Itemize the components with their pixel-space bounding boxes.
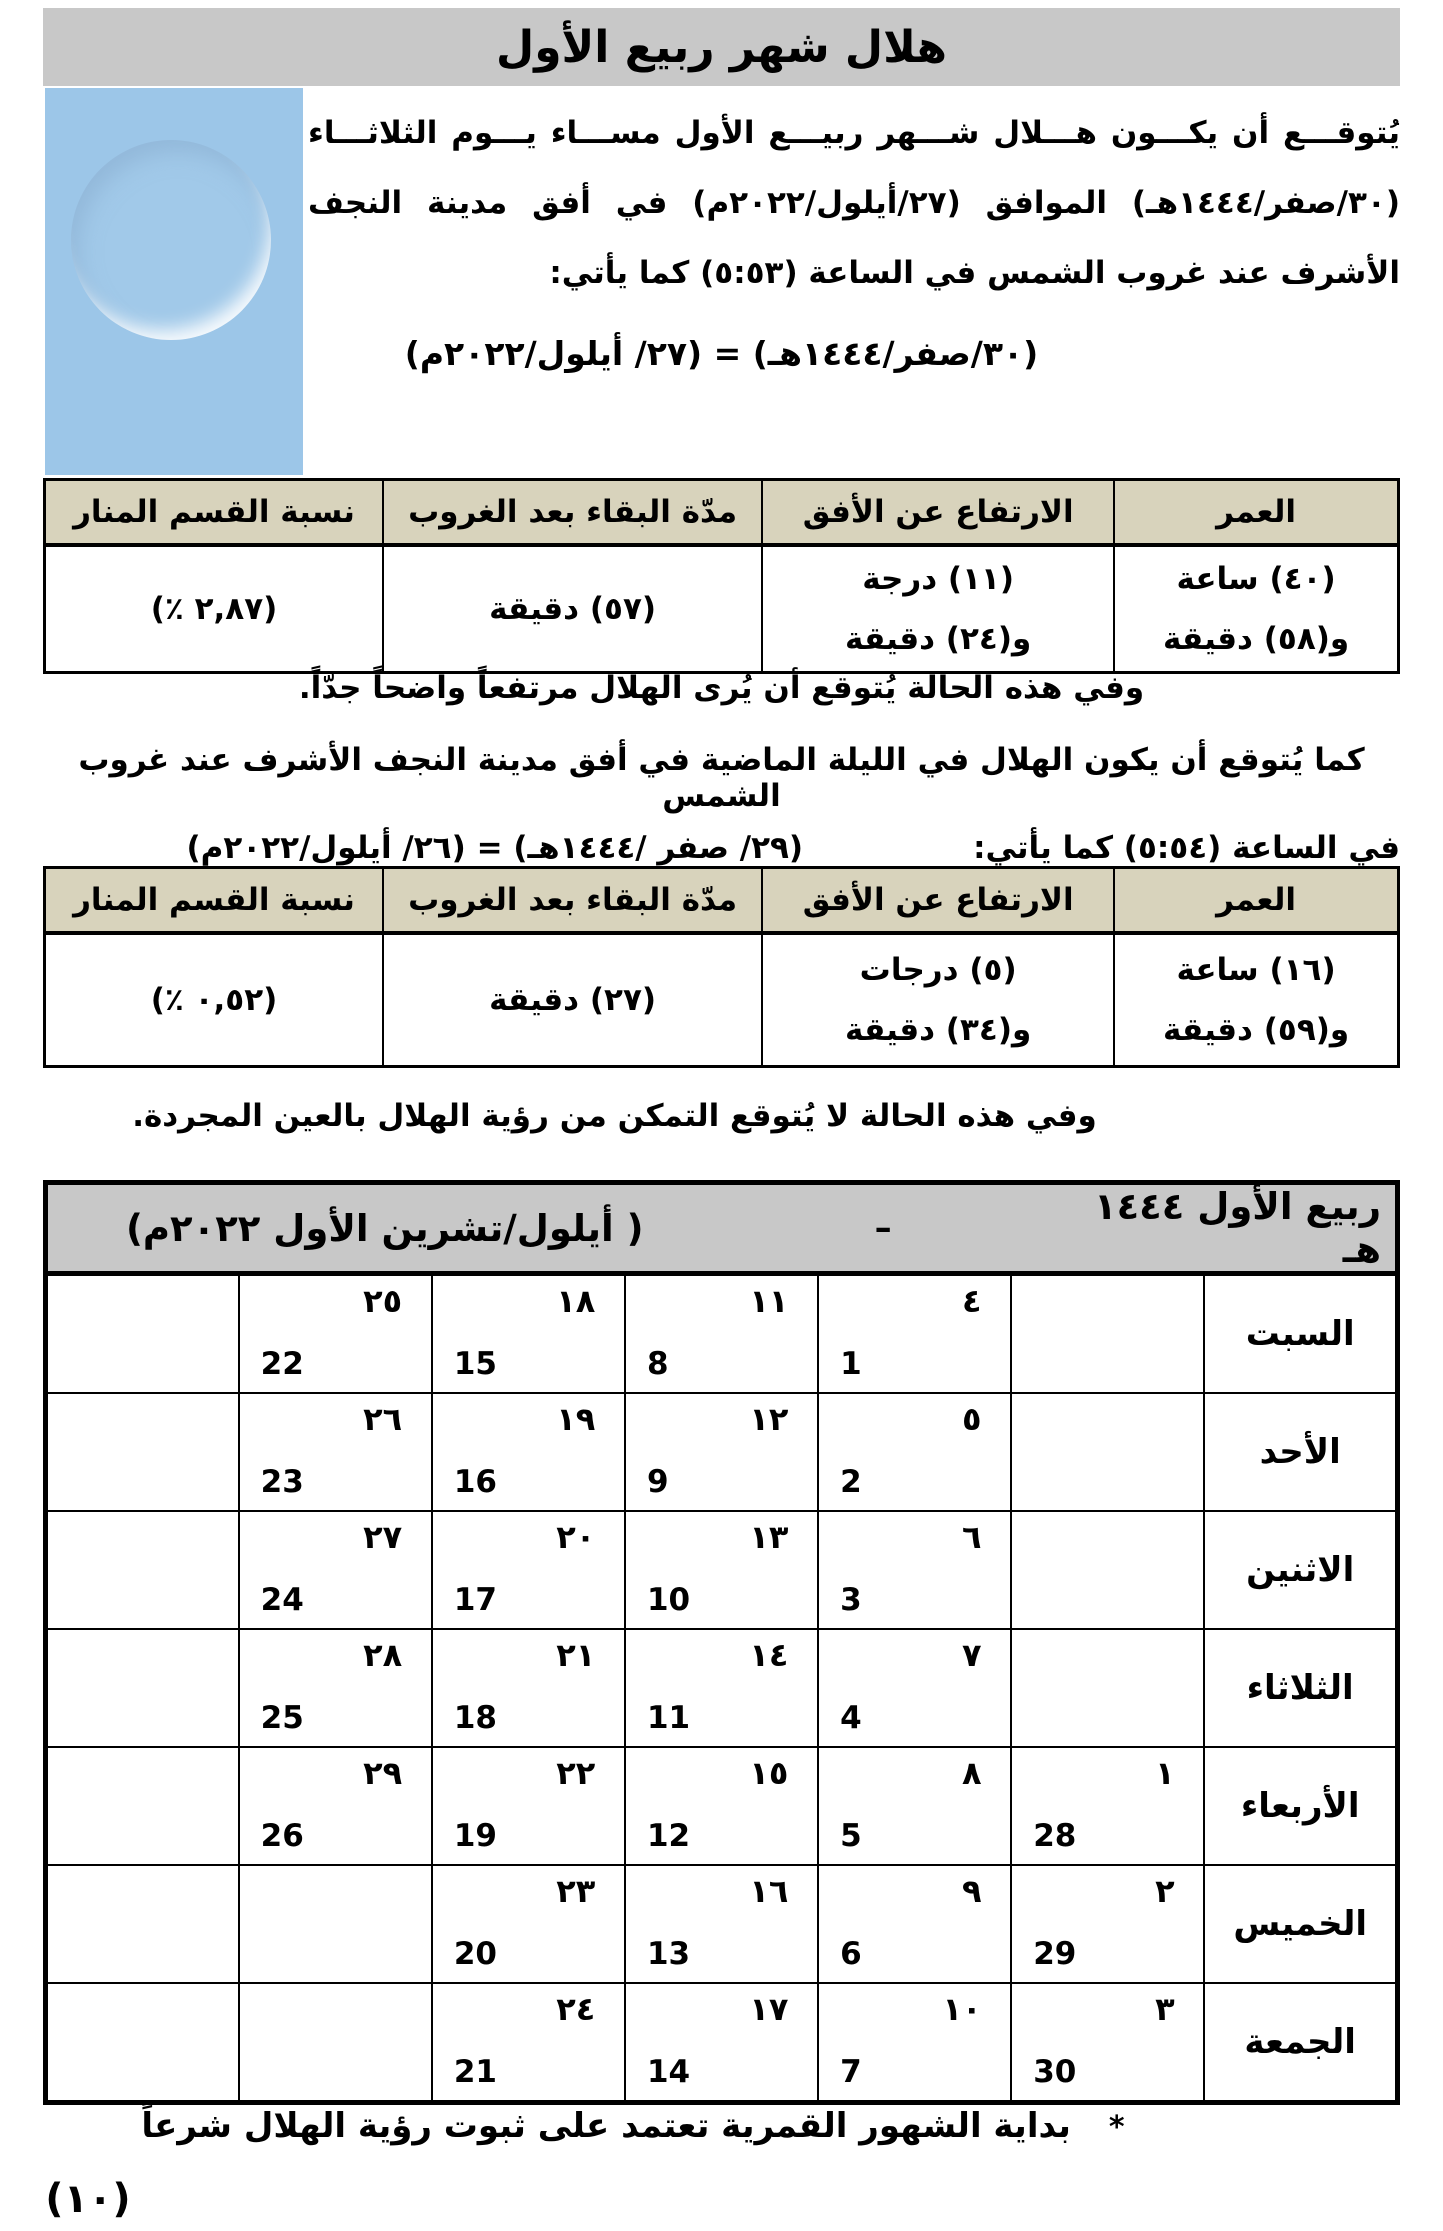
calendar-cell xyxy=(1011,1747,1204,1865)
age-hours: (١٦) ساعة xyxy=(1176,952,1336,988)
month-calendar xyxy=(43,1180,1400,2105)
calendar-cell xyxy=(239,1629,432,1747)
calendar-cell xyxy=(625,1865,818,1983)
hijri-date: ٢٠ xyxy=(556,1518,596,1556)
hijri-date: ٢٥ xyxy=(363,1282,403,1320)
altitude-value xyxy=(762,545,1114,673)
gregorian-date: 29 xyxy=(1033,1936,1077,1972)
hijri-date: ٢٣ xyxy=(556,1872,596,1910)
calendar-cell xyxy=(432,1865,625,1983)
day-name: السبت xyxy=(1204,1274,1397,1394)
calendar-cell xyxy=(239,1747,432,1865)
calendar-cell xyxy=(818,1274,1011,1394)
gregorian-date xyxy=(1012,1464,1203,1502)
gregorian-date: 10 xyxy=(646,1582,691,1618)
calendar-cell xyxy=(625,1747,818,1865)
hijri-date xyxy=(48,1282,238,1322)
gregorian-date xyxy=(48,1700,238,1738)
calendar-cell xyxy=(432,1274,625,1394)
header-duration: مدّة البقاء بعد الغروب xyxy=(383,480,762,546)
calendar-cell xyxy=(239,1865,432,1983)
hijri-date: ٥ xyxy=(962,1400,982,1438)
hijri-date xyxy=(48,1872,238,1912)
previous-night-line-2 xyxy=(43,830,1400,866)
hijri-date xyxy=(48,1990,238,2030)
calendar-cell xyxy=(432,1511,625,1629)
footnote xyxy=(83,2106,1183,2146)
calendar-cell xyxy=(818,1865,1011,1983)
observation-table-row xyxy=(45,933,1399,1067)
page-title-text: هلال شهر ربيع الأول xyxy=(496,21,947,73)
calendar-cell xyxy=(818,1629,1011,1747)
calendar-cell xyxy=(432,1393,625,1511)
gregorian-date: 23 xyxy=(260,1464,304,1500)
hijri-date: ١٨ xyxy=(556,1282,596,1320)
crescent-moon-disc-icon xyxy=(71,140,271,340)
intro-line-1: يُتوقـــع أن يكـــون هـــلال شـــهر ربيـــع الأول مســـاء يـــوم الثلاثـــاء xyxy=(308,115,1400,151)
hijri-date: ٤ xyxy=(962,1282,982,1320)
gregorian-date: 4 xyxy=(840,1700,862,1736)
gregorian-date xyxy=(48,1582,238,1620)
gregorian-date: 3 xyxy=(840,1582,862,1618)
hijri-date: ١٣ xyxy=(749,1518,789,1556)
calendar-title-hijri: ربيع الأول ١٤٤٤ هـ xyxy=(1093,1185,1381,1271)
calendar-cell xyxy=(432,1747,625,1865)
calendar-cell xyxy=(46,1747,239,1865)
gregorian-date: 11 xyxy=(646,1700,691,1736)
age-minutes: و(٥٩) دقيقة xyxy=(1162,1012,1350,1048)
hijri-date: ١٦ xyxy=(749,1872,789,1910)
header-illumination: نسبة القسم المنار xyxy=(45,868,384,934)
day-name: الأربعاء xyxy=(1204,1747,1397,1865)
calendar-cell xyxy=(625,1393,818,1511)
hijri-date xyxy=(48,1754,238,1794)
calendar-cell xyxy=(46,1629,239,1747)
gregorian-date xyxy=(1012,1700,1203,1738)
hijri-date: ١٤ xyxy=(749,1636,789,1674)
calendar-title-gregorian: ( أيلول/تشرين الأول ٢٠٢٢م) xyxy=(126,1206,644,1250)
hijri-date: ١١ xyxy=(749,1282,789,1320)
note-visibility-tonight: وفي هذه الحالة يُتوقع أن يُرى الهلال مرتفعاً واضحاً جدّاً. xyxy=(298,670,1145,706)
illumination-value: (٠,٥٢ ٪) xyxy=(45,933,384,1067)
calendar-header-row xyxy=(46,1183,1398,1274)
gregorian-date: 12 xyxy=(646,1818,691,1854)
calendar-row-wednesday xyxy=(46,1747,1398,1865)
gregorian-date xyxy=(48,1346,238,1384)
observation-table-row xyxy=(45,545,1399,673)
hijri-date: ٣ xyxy=(1155,1990,1175,2028)
calendar-cell xyxy=(625,1629,818,1747)
calendar-row-tuesday xyxy=(46,1629,1398,1747)
previous-night-time: في الساعة (٥:٥٤) كما يأتي: xyxy=(973,830,1400,866)
gregorian-date xyxy=(48,1936,238,1974)
hijri-date: ١٥ xyxy=(749,1754,789,1792)
calendar-cell xyxy=(239,1274,432,1394)
hijri-date xyxy=(1012,1400,1203,1440)
hijri-date xyxy=(1012,1636,1203,1676)
calendar-cell xyxy=(1011,1511,1204,1629)
altitude-value xyxy=(762,933,1114,1067)
calendar-cell xyxy=(625,1511,818,1629)
footnote-asterisk: * xyxy=(1108,2110,1125,2145)
calendar-cell xyxy=(1011,1629,1204,1747)
calendar-cell xyxy=(46,1393,239,1511)
header-altitude: الارتفاع عن الأفق xyxy=(762,868,1114,934)
date-equation-previous-night: (٢٩/ صفر /١٤٤٤هـ) = (٢٦/ أيلول/٢٠٢٢م) xyxy=(186,830,804,866)
gregorian-date: 5 xyxy=(840,1818,862,1854)
gregorian-date: 19 xyxy=(453,1818,497,1854)
gregorian-date: 17 xyxy=(453,1582,497,1618)
hijri-date: ٧ xyxy=(962,1636,982,1674)
calendar-header xyxy=(46,1183,1398,1274)
calendar-row-sunday xyxy=(46,1393,1398,1511)
calendar-cell xyxy=(1011,1274,1204,1394)
day-name: الاثنين xyxy=(1204,1511,1397,1629)
calendar-row-thursday xyxy=(46,1865,1398,1983)
footnote-text: بداية الشهور القمرية تعتمد على ثبوت رؤية الهلال شرعاً xyxy=(141,2106,1071,2146)
page-number: (١٠) xyxy=(45,2176,131,2222)
hijri-date: ٦ xyxy=(962,1518,982,1556)
gregorian-date: 24 xyxy=(260,1582,304,1618)
hijri-date: ١٧ xyxy=(749,1990,789,2028)
calendar-cell xyxy=(46,1865,239,1983)
hijri-date: ٢ xyxy=(1155,1872,1175,1910)
gregorian-date: 22 xyxy=(260,1346,304,1382)
calendar-cell xyxy=(432,1629,625,1747)
calendar-cell xyxy=(625,1274,818,1394)
hijri-date xyxy=(48,1636,238,1676)
hijri-date: ٢١ xyxy=(556,1636,596,1674)
day-name: الجمعة xyxy=(1204,1983,1397,2103)
gregorian-date: 26 xyxy=(260,1818,304,1854)
header-age: العمر xyxy=(1114,480,1398,546)
calendar-row-friday xyxy=(46,1983,1398,2103)
intro-line-2: (٣٠/صفر/١٤٤٤هـ) الموافق (٢٧/أيلول/٢٠٢٢م) في أفق مدينة النجف xyxy=(308,185,1400,221)
intro-line-3: الأشرف عند غروب الشمس في الساعة (٥:٥٣) كما يأتي: xyxy=(549,255,1400,291)
gregorian-date: 18 xyxy=(453,1700,497,1736)
hijri-date: ١ xyxy=(1155,1754,1175,1792)
calendar-cell xyxy=(818,1393,1011,1511)
duration-value: (٥٧) دقيقة xyxy=(383,545,762,673)
hijri-date: ١٩ xyxy=(556,1400,596,1438)
hijri-date: ٢٦ xyxy=(363,1400,403,1438)
calendar-cell xyxy=(1011,1865,1204,1983)
page-title xyxy=(43,8,1400,86)
gregorian-date xyxy=(240,1936,431,1974)
previous-night-paragraph xyxy=(43,742,1400,866)
hijri-date: ٢٨ xyxy=(363,1636,403,1674)
gregorian-date: 25 xyxy=(260,1700,304,1736)
date-equation-tonight: (٣٠/صفر/١٤٤٤هـ) = (٢٧/ أيلول/٢٠٢٢م) xyxy=(404,334,1039,373)
calendar-cell xyxy=(818,1747,1011,1865)
calendar-row-saturday xyxy=(46,1274,1398,1394)
age-value xyxy=(1114,933,1398,1067)
gregorian-date xyxy=(240,2054,431,2092)
header-illumination: نسبة القسم المنار xyxy=(45,480,384,546)
altitude-degrees: (٥) درجات xyxy=(859,952,1017,988)
gregorian-date: 2 xyxy=(840,1464,862,1500)
gregorian-date: 14 xyxy=(646,2054,691,2090)
hijri-date: ٢٧ xyxy=(363,1518,403,1556)
header-age: العمر xyxy=(1114,868,1398,934)
previous-night-line-1: كما يُتوقع أن يكون الهلال في الليلة الماضية في أفق مدينة النجف الأشرف عند غروب الشمس xyxy=(78,742,1365,814)
header-duration: مدّة البقاء بعد الغروب xyxy=(383,868,762,934)
crescent-moon-photo xyxy=(45,88,303,475)
gregorian-date: 9 xyxy=(646,1464,669,1500)
calendar-cell xyxy=(46,1511,239,1629)
hijri-date: ٢٤ xyxy=(556,1990,596,2028)
calendar-cell xyxy=(239,1393,432,1511)
header-altitude: الارتفاع عن الأفق xyxy=(762,480,1114,546)
hijri-date xyxy=(1012,1518,1203,1558)
observation-table-tonight xyxy=(43,478,1400,674)
age-hours: (٤٠) ساعة xyxy=(1176,561,1336,597)
hijri-date: ٩ xyxy=(962,1872,982,1910)
calendar-cell xyxy=(625,1983,818,2103)
observation-table-previous-night xyxy=(43,866,1400,1068)
calendar-cell xyxy=(46,1983,239,2103)
intro-paragraph xyxy=(308,98,1400,308)
hijri-date: ١٠ xyxy=(942,1990,982,2028)
gregorian-date xyxy=(1012,1582,1203,1620)
calendar-cell xyxy=(1011,1983,1204,2103)
day-name: الثلاثاء xyxy=(1204,1629,1397,1747)
gregorian-date: 16 xyxy=(453,1464,497,1500)
gregorian-date: 1 xyxy=(840,1346,862,1382)
altitude-minutes: و(٣٤) دقيقة xyxy=(845,1012,1032,1048)
illumination-value: (٢,٨٧ ٪) xyxy=(45,545,384,673)
calendar-title-separator: – xyxy=(874,1208,892,1248)
hijri-date: ٢٩ xyxy=(363,1754,403,1792)
calendar-cell xyxy=(239,1511,432,1629)
gregorian-date: 15 xyxy=(453,1346,497,1382)
hijri-date: ٨ xyxy=(962,1754,982,1792)
observation-table-header xyxy=(45,868,1399,934)
day-name: الخميس xyxy=(1204,1865,1397,1983)
age-value xyxy=(1114,545,1398,673)
gregorian-date: 21 xyxy=(453,2054,497,2090)
calendar-cell xyxy=(239,1983,432,2103)
gregorian-date: 20 xyxy=(453,1936,497,1972)
gregorian-date: 6 xyxy=(840,1936,862,1972)
observation-table-header xyxy=(45,480,1399,546)
gregorian-date xyxy=(48,1818,238,1856)
gregorian-date: 28 xyxy=(1033,1818,1077,1854)
gregorian-date: 30 xyxy=(1033,2054,1077,2090)
altitude-minutes: و(٢٤) دقيقة xyxy=(845,621,1032,657)
calendar-row-monday xyxy=(46,1511,1398,1629)
gregorian-date: 13 xyxy=(646,1936,691,1972)
day-name: الأحد xyxy=(1204,1393,1397,1511)
gregorian-date: 7 xyxy=(840,2054,862,2090)
hijri-date xyxy=(240,1872,431,1912)
calendar-cell xyxy=(432,1983,625,2103)
calendar-cell xyxy=(818,1511,1011,1629)
calendar-cell xyxy=(818,1983,1011,2103)
gregorian-date: 8 xyxy=(646,1346,669,1382)
duration-value: (٢٧) دقيقة xyxy=(383,933,762,1067)
age-minutes: و(٥٨) دقيقة xyxy=(1162,621,1350,657)
calendar-cell xyxy=(46,1274,239,1394)
gregorian-date xyxy=(48,2054,238,2092)
hijri-date xyxy=(48,1400,238,1440)
note-visibility-previous-night: وفي هذه الحالة لا يُتوقع التمكن من رؤية الهلال بالعين المجردة. xyxy=(132,1098,1097,1134)
altitude-degrees: (١١) درجة xyxy=(862,561,1015,597)
hijri-date xyxy=(1012,1282,1203,1322)
calendar-cell xyxy=(1011,1393,1204,1511)
hijri-date xyxy=(48,1518,238,1558)
hijri-date: ١٢ xyxy=(749,1400,789,1438)
gregorian-date xyxy=(1012,1346,1203,1384)
hijri-date: ٢٢ xyxy=(556,1754,596,1792)
gregorian-date xyxy=(48,1464,238,1502)
hijri-date xyxy=(240,1990,431,2030)
